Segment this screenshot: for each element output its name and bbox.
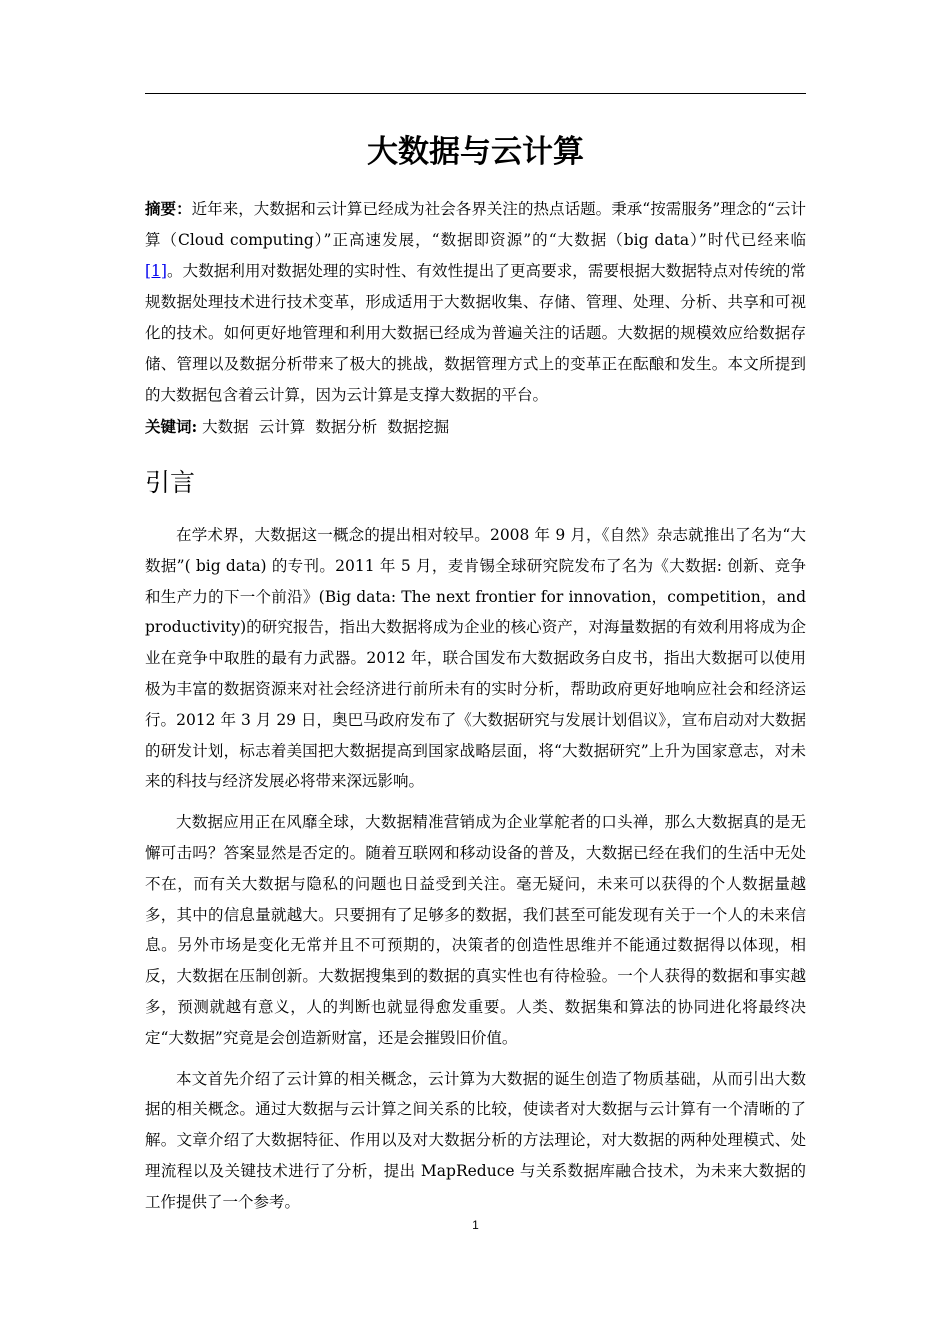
paragraph: 本文首先介绍了云计算的相关概念，云计算为大数据的诞生创造了物质基础，从而引出大数据的相关概念。通过大数据与云计算之间关系的比较，使读者对大数据与云计算有一个清晰的了解。文章介绍了大数据特征、作用以及对大数据分析的方法理论，对大数据的两种处理模式、处理流程以及关键技术进行了分析，提出 MapReduce 与关系数据库融合技术，为未来大数据的工作提供了一个参考。 — [145, 1069, 806, 1211]
keyword-item: 云计算 — [258, 418, 306, 436]
keyword-item: 大数据 — [202, 418, 249, 436]
keywords-label: 关键词: — [145, 417, 198, 436]
section-heading-introduction: 引言 — [145, 468, 196, 497]
keywords — [145, 411, 806, 443]
introduction-body — [145, 520, 806, 1228]
paragraph: 大数据应用正在风靡全球，大数据精准营销成为企业掌舵者的口头禅，那么大数据真的是无懈可击吗？答案显然是否定的。随着互联网和移动设备的普及，大数据已经在我们的生活中无处不在，而有关大数据与隐私的问题也日益受到关注。毫无疑问，未来可以获得的个人数据量越多，其中的信息量就越大。只要拥有了足够多的数据，我们甚至可能发现有关于一个人的未来信息。另外市场是变化无常并且不可预期的，决策者的创造性思维并不能通过数据得以体现，相反，大数据在压制创新。大数据搜集到的数据的真实性也有待检验。一个人获得的数据和事实越多，预测就越有意义，人的判断也就显得愈发重要。人类、数据集和算法的协同进化将最终决定“大数据”究竟是会创造新财富，还是会摧毁旧价值。 — [145, 813, 806, 1047]
abstract-text-part1: 近年来，大数据和云计算已经成为社会各界关注的热点话题。秉承“按需服务”理念的“云计算（Cloud computing）”正高速发展，“数据即资源”的“大数据（big data）”时代已经来临 — [145, 200, 806, 249]
header-rule — [145, 93, 806, 94]
keyword-item: 数据分析 — [315, 418, 378, 436]
abstract-text-part2: 。大数据利用对数据处理的实时性、有效性提出了更高要求，需要根据大数据特点对传统的常规数据处理技术进行技术变革，形成适用于大数据收集、存储、管理、处理、分析、共享和可视化的技术。如何更好地管理和利用大数据已经成为普遍关注的话题。大数据的规模效应给数据存储、管理以及数据分析带来了极大的挑战，数据管理方式上的变革正在酝酿和发生。本文所提到的大数据包含着云计算，因为云计算是支撑大数据的平台。 — [145, 262, 806, 404]
reference-link-1[interactable]: [1] — [145, 262, 167, 280]
page-number: 1 — [472, 1218, 479, 1232]
abstract — [145, 193, 806, 411]
paragraph: 在学术界，大数据这一概念的提出相对较早。2008 年 9 月，《自然》杂志就推出了名为“大数据”( big data) 的专刊。2011 年 5 月，麦肯锡全球研究院发布了名为《大数据: 创新、竞争和生产力的下一个前沿》(Big data: The next frontier for innovation，competition，and productivity)的研究报告，指出大数据将成为企业的核心资产，对海量数据的有效利用将成为企业在竞争中取胜的最有力武器。2012 年，联合国发布大数据政务白皮书，指出大数据可以使用极为丰富的数据资源来对社会经济进行前所未有的实时分析，帮助政府更好地响应社会和经济运行。2012 年 3 月 29 日，奥巴马政府发布了《大数据研究与发展计划倡议》，宣布启动对大数据的研发计划，标志着美国把大数据提高到国家战略层面，将“大数据研究”上升为国家意志，对未来的科技与经济发展必将带来深远影响。 — [145, 526, 806, 791]
abstract-label: 摘要： — [145, 199, 192, 218]
document-title: 大数据与云计算 — [367, 134, 584, 170]
keyword-item: 数据挖掘 — [387, 418, 450, 436]
